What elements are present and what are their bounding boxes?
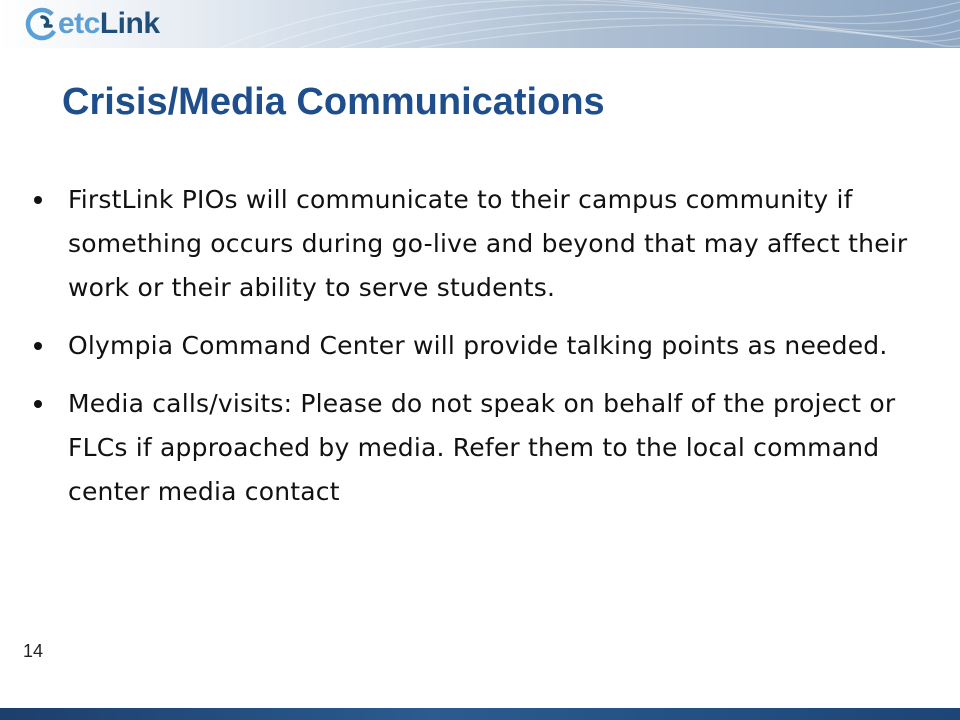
bullet-item	[30, 382, 930, 514]
bullet-dot-icon	[34, 196, 42, 204]
logo-wordmark	[58, 6, 160, 42]
header-banner	[0, 0, 960, 48]
swirl-logo-icon	[24, 6, 60, 42]
logo-suffix: Link	[99, 7, 160, 40]
bullet-text: Media calls/visits: Please do not speak on behalf of the project or FLCs if approached by media. Refer them to the local command center media contact	[68, 389, 896, 506]
bullet-list	[30, 178, 930, 528]
bullet-text: Olympia Command Center will provide talking points as needed.	[68, 331, 888, 360]
footer-bar	[0, 708, 960, 720]
bullet-dot-icon	[34, 342, 42, 350]
bullet-text: FirstLink PIOs will communicate to their campus community if something occurs during go-live and beyond that may affect their work or their ability to serve students.	[68, 185, 908, 302]
logo-prefix: etc	[58, 7, 100, 40]
slide-title: Crisis/Media Communications	[62, 81, 605, 123]
page-number: 14	[23, 641, 44, 661]
etclink-logo	[24, 4, 160, 44]
bullet-dot-icon	[34, 400, 42, 408]
bullet-item	[30, 178, 930, 310]
bullet-item	[30, 324, 930, 368]
